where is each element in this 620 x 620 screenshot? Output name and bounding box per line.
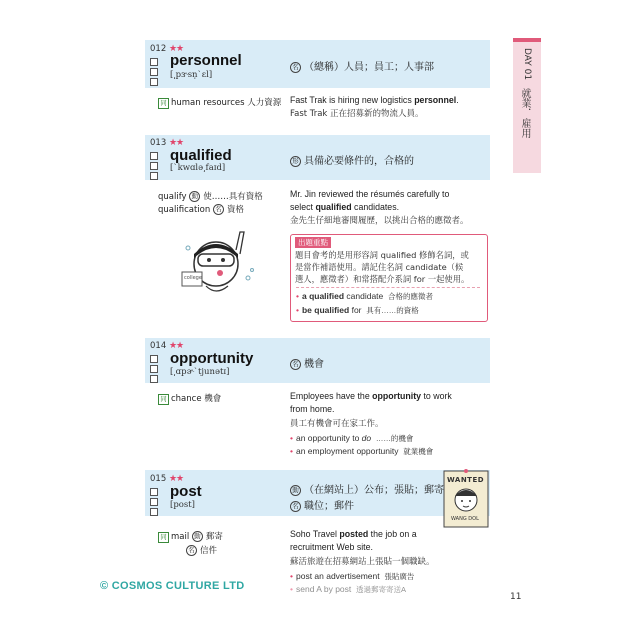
importance-stars: ★★ [168,474,184,484]
day-tab-accent [513,38,541,42]
definition: 名 （總稱）人員；員工；人事部 [290,58,434,73]
checkbox[interactable] [150,355,158,363]
definition: 動 （在網站上）公布；張貼；郵寄 [290,481,444,496]
badge-label: college [184,275,202,281]
pos-badge: 動 [189,191,200,202]
example-sentence: Employees have the opportunity to work from home. [290,391,452,414]
checkbox[interactable] [150,58,158,66]
definition: 名 機會 [290,355,324,370]
example-translation: 蘇活旅遊在招募網站上張貼一個職缺。 [290,557,435,567]
example-sentence: Soho Travel posted the job on a recruitment Web site. [290,529,417,552]
pos-badge: 形 [290,156,301,167]
entry-number: 013 ★★ [150,138,184,148]
pos-badge: 動 [290,485,301,496]
collocation-item: • be qualified for 具有……的資格 [296,305,419,315]
snorkel-character-illustration [180,228,260,300]
collocation-item: • a qualified candidate 合格的應徵者 [296,291,433,301]
pos-badge: 動 [192,531,203,542]
exam-point-text: 題目會考的是用形容詞 qualified 修飾名詞，或 是當作補語使用。請記住名詞 candidate（候 選人，應徵者）和常搭配介系詞 for 一起使用。 [295,250,470,284]
checkbox[interactable] [150,488,158,496]
pronunciation: [͵pɝsn̩ˋɛl] [170,70,213,80]
checkbox[interactable] [150,68,158,76]
poster-title: WANTED [447,476,485,484]
related-word: qualification 名 資格 [158,205,244,215]
page-number: 11 [510,592,522,602]
definition: 形 具備必要條件的，合格的 [290,152,414,167]
example-translation: Fast Trak 正在招募新的物流人員。 [290,109,424,119]
collocation-item: • post an advertisement 張貼廣告 [290,571,415,581]
pos-badge: 名 [213,204,224,215]
collocation-item: • an employment opportunity 就業機會 [290,446,434,456]
pronunciation: [post] [170,500,195,510]
entry-number: 015 ★★ [150,474,184,484]
synonym-tag: 同 [158,394,169,405]
example-sentence: Fast Trak is hiring new logistics personnel. [290,95,459,105]
related-word: qualify 動 使……具有資格 [158,192,263,202]
pos-badge: 名 [290,359,301,370]
entry-number: 012 ★★ [150,44,184,54]
pronunciation: [ˋkwɑlə͵faɪd] [170,163,226,173]
synonym-tag: 同 [158,98,169,109]
headword: post [170,483,202,500]
watermark: © COSMOS CULTURE LTD [100,580,245,592]
checkbox[interactable] [150,162,158,170]
headword: opportunity [170,350,254,367]
checkbox-group [150,486,158,516]
checkbox[interactable] [150,498,158,506]
checkbox[interactable] [150,152,158,160]
example-sentence: Mr. Jin reviewed the résumés carefully to select qualified candidates. [290,189,450,212]
checkbox[interactable] [150,375,158,383]
pronunciation: [͵ɑpɚˋtjunətɪ] [170,367,230,377]
checkbox-group [150,353,158,383]
pos-badge: 名 [186,545,197,556]
headword: personnel [170,52,242,69]
pos-badge: 名 [290,62,301,73]
entry-number: 014 ★★ [150,341,184,351]
exam-point-label: 出題重點 [295,237,331,248]
checkbox[interactable] [150,365,158,373]
checkbox[interactable] [150,78,158,86]
checkbox[interactable] [150,172,158,180]
importance-stars: ★★ [168,44,184,54]
poster-name: WANG DOL [451,516,479,522]
day-label: DAY 01 [522,48,532,81]
importance-stars: ★★ [168,341,184,351]
collocation-item: • an opportunity to do ……的機會 [290,433,414,443]
divider [296,287,480,288]
synonym-tag: 同 [158,532,169,543]
checkbox-group [150,56,158,86]
related-word: 同 chance 機會 [158,392,221,405]
collocation-item: • send A by post 透過郵寄寄送A [290,584,407,594]
checkbox-group [150,150,158,180]
checkbox[interactable] [150,508,158,516]
example-translation: 員工有機會可在家工作。 [290,419,384,429]
headword: qualified [170,147,232,164]
pos-badge: 名 [290,501,301,512]
related-word: 名 信件 [186,544,217,556]
definition: 名 職位；郵件 [290,497,354,512]
example-translation: 金先生仔細地審閱履歷，以挑出合格的應徵者。 [290,216,469,226]
topic-label: 就業．雇用 [519,88,530,138]
related-word: 同 mail 動 郵寄 [158,530,223,543]
related-word: 同 human resources 人力資源 [158,96,281,109]
importance-stars: ★★ [168,138,184,148]
